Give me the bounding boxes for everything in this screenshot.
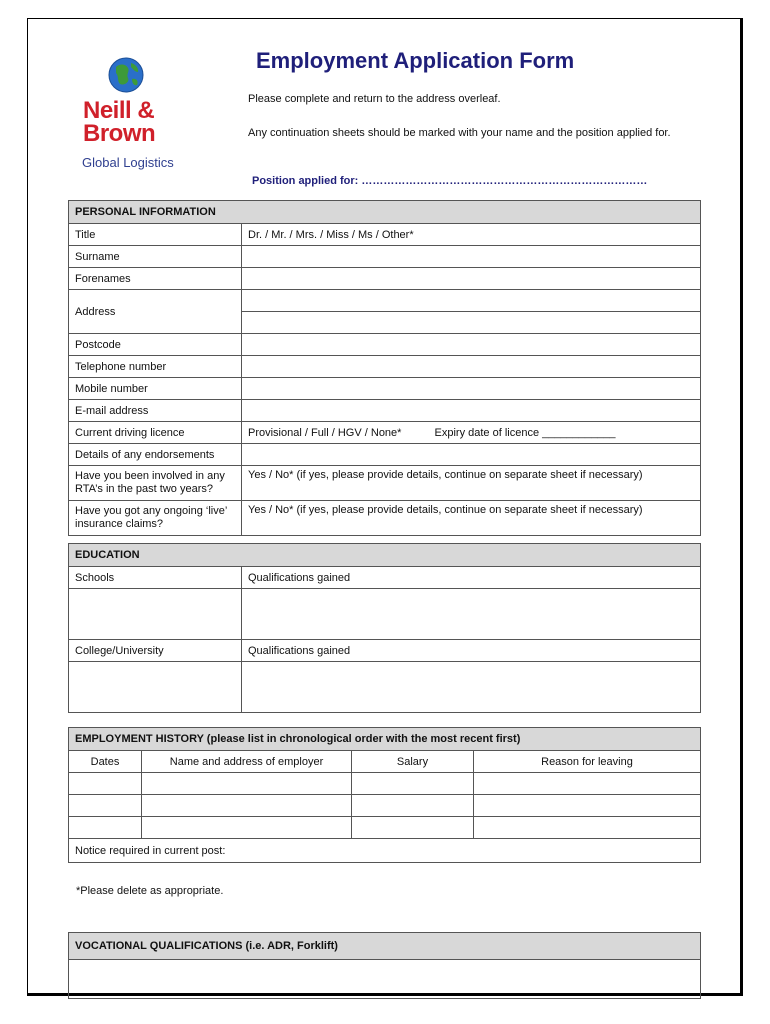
endorsements-label: Details of any endorsements <box>69 444 242 466</box>
logo-wordmark: Neill & Brown <box>83 97 156 147</box>
telephone-label: Telephone number <box>69 356 242 378</box>
school-qualifications-label: Qualifications gained <box>242 567 701 589</box>
education-table <box>68 543 701 713</box>
logo-tagline: Global Logistics <box>82 155 174 170</box>
section-heading-personal: PERSONAL INFORMATION <box>69 201 701 224</box>
notice-field[interactable]: Notice required in current post: <box>69 839 701 863</box>
address-label: Address <box>69 290 242 334</box>
mobile-field[interactable] <box>242 378 701 400</box>
rta-options[interactable]: Yes / No* (if yes, please provide details, continue on separate sheet if necessary) <box>242 466 701 501</box>
reason-field[interactable] <box>474 773 701 795</box>
college-qualifications-field[interactable] <box>242 662 701 713</box>
intro-text-2: Any continuation sheets should be marked with your name and the position applied for. <box>248 127 671 139</box>
schools-label: Schools <box>69 567 242 589</box>
title-options[interactable]: Dr. / Mr. / Mrs. / Miss / Ms / Other* <box>242 224 701 246</box>
dates-field[interactable] <box>69 817 142 839</box>
employer-field[interactable] <box>142 773 352 795</box>
globe-icon <box>108 57 144 93</box>
table-row <box>69 817 701 839</box>
reason-field[interactable] <box>474 817 701 839</box>
telephone-field[interactable] <box>242 356 701 378</box>
column-header-reason: Reason for leaving <box>474 751 701 773</box>
footnote: *Please delete as appropriate. <box>76 885 224 897</box>
table-row <box>69 773 701 795</box>
claims-label: Have you got any ongoing ‘live’ insurance claims? <box>69 501 242 536</box>
college-label: College/University <box>69 640 242 662</box>
dates-field[interactable] <box>69 795 142 817</box>
salary-field[interactable] <box>352 773 474 795</box>
surname-label: Surname <box>69 246 242 268</box>
postcode-label: Postcode <box>69 334 242 356</box>
licence-field[interactable] <box>242 422 701 444</box>
licence-label: Current driving licence <box>69 422 242 444</box>
section-heading-employment: EMPLOYMENT HISTORY (please list in chronological order with the most recent first) <box>69 728 701 751</box>
school-qualifications-field[interactable] <box>242 589 701 640</box>
table-row <box>69 795 701 817</box>
personal-information-table <box>68 200 701 536</box>
section-heading-vocational: VOCATIONAL QUALIFICATIONS (i.e. ADR, Forklift) <box>69 933 701 960</box>
college-qualifications-label: Qualifications gained <box>242 640 701 662</box>
endorsements-field[interactable] <box>242 444 701 466</box>
address-field-line1[interactable] <box>242 290 701 312</box>
column-header-employer: Name and address of employer <box>142 751 352 773</box>
forenames-field[interactable] <box>242 268 701 290</box>
column-header-salary: Salary <box>352 751 474 773</box>
email-label: E-mail address <box>69 400 242 422</box>
salary-field[interactable] <box>352 795 474 817</box>
licence-expiry-field[interactable]: Expiry date of licence ____________ <box>434 426 616 439</box>
page-title: Employment Application Form <box>256 48 575 73</box>
address-field-line2[interactable] <box>242 312 701 334</box>
position-applied-field[interactable]: Position applied for: …………………………………………………………………… <box>252 175 648 187</box>
reason-field[interactable] <box>474 795 701 817</box>
licence-options[interactable]: Provisional / Full / HGV / None* <box>248 426 402 439</box>
mobile-label: Mobile number <box>69 378 242 400</box>
dates-field[interactable] <box>69 773 142 795</box>
postcode-field[interactable] <box>242 334 701 356</box>
employer-field[interactable] <box>142 795 352 817</box>
employment-history-table <box>68 727 701 863</box>
email-field[interactable] <box>242 400 701 422</box>
vocational-table <box>68 932 701 999</box>
employer-field[interactable] <box>142 817 352 839</box>
forenames-label: Forenames <box>69 268 242 290</box>
salary-field[interactable] <box>352 817 474 839</box>
column-header-dates: Dates <box>69 751 142 773</box>
title-label: Title <box>69 224 242 246</box>
claims-options[interactable]: Yes / No* (if yes, please provide details, continue on separate sheet if necessary) <box>242 501 701 536</box>
vocational-field[interactable] <box>69 960 701 999</box>
surname-field[interactable] <box>242 246 701 268</box>
rta-label: Have you been involved in any RTA’s in the past two years? <box>69 466 242 501</box>
intro-text-1: Please complete and return to the address overleaf. <box>248 93 501 105</box>
schools-field[interactable] <box>69 589 242 640</box>
section-heading-education: EDUCATION <box>69 544 701 567</box>
college-field[interactable] <box>69 662 242 713</box>
company-logo <box>78 55 188 175</box>
